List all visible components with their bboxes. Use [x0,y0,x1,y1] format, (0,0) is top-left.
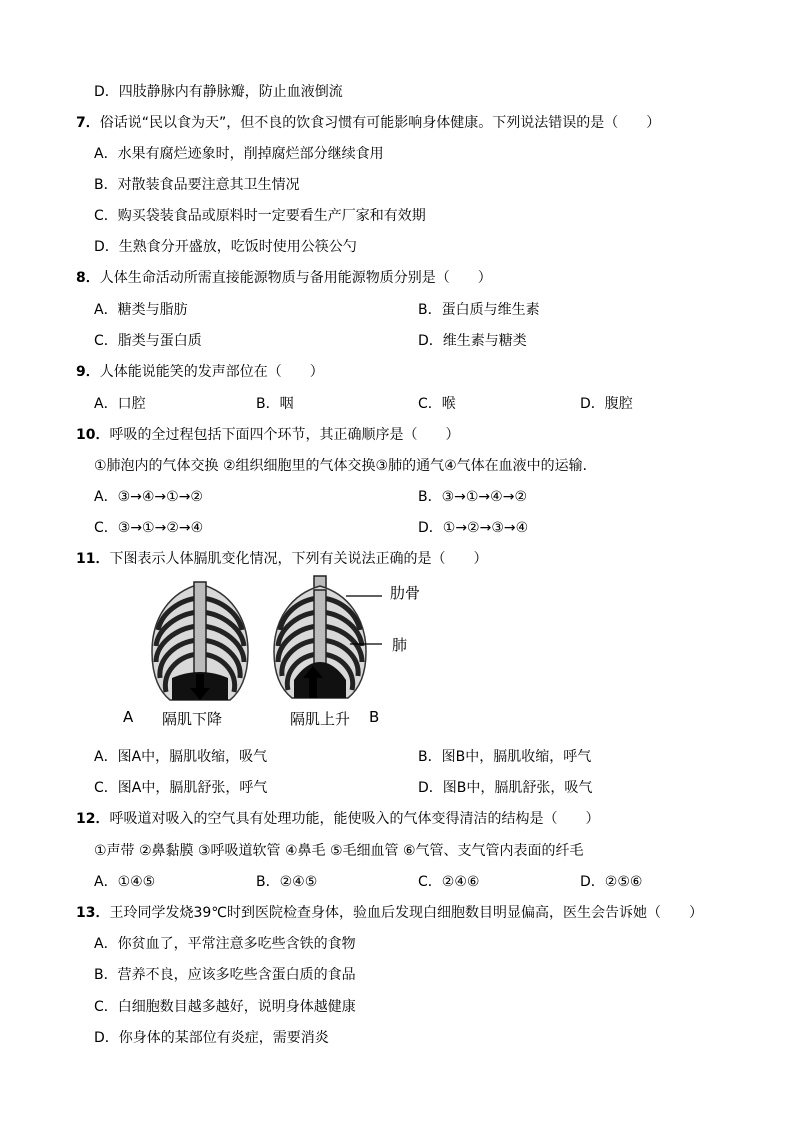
diaphragm-figure [120,574,450,734]
ribcage-b [274,576,366,698]
label-lung: 肺 [392,636,408,654]
q7-number: 7． [76,115,100,131]
q9-option-d: D．腹腔 [580,396,633,412]
label-rib: 肋骨 [390,584,421,602]
q9-stem [76,363,324,381]
q8-text: 人体生命活动所需直接能源物质与备用能源物质分别是（ ） [99,270,492,286]
q10-stem [76,426,459,444]
q10-option-c: C．③→①→②→④ [94,520,204,536]
q8-option-b: B．蛋白质与维生素 [418,302,540,318]
q13-stem [76,904,703,922]
q11-option-d: D．图B中，膈肌舒张，吸气 [418,780,593,796]
q12-option-c: C．②④⑥ [418,874,480,890]
q8-option-a: A．糖类与脂肪 [94,302,188,318]
q7-option-a: A．水果有腐烂迹象时，削掉腐烂部分继续食用 [94,146,384,162]
q13-option-b: B．营养不良，应该多吃些含蛋白质的食品 [94,967,356,983]
label-a: A [123,708,134,726]
q12-text: 呼吸道对吸入的空气具有处理功能，能使吸入的气体变得清洁的结构是（ ） [109,811,600,827]
q12-number: 12． [76,811,110,827]
q9-option-c: C．喉 [418,396,456,412]
caption-a: 隔肌下降 [162,710,223,728]
q7-stem [76,114,660,132]
label-b: B [369,708,380,726]
q8-stem [76,269,492,287]
q11-option-c: C．图A中，膈肌舒张，呼气 [94,780,268,796]
q7-option-b: B．对散装食品要注意其卫生情况 [94,177,300,193]
q10-text: 呼吸的全过程包括下面四个环节，其正确顺序是（ ） [109,427,460,443]
caption-b: 隔肌上升 [290,710,351,728]
q6-option-d: D．四肢静脉内有静脉瓣，防止血液倒流 [94,84,343,100]
q13-text: 王玲同学发烧39℃时到医院检查身体，验血后发现白细胞数目明显偏高，医生会告诉她（ ） [109,905,704,921]
q12-option-d: D．②⑤⑥ [580,874,643,890]
q12-option-a: A．①④⑤ [94,874,156,890]
q7-text: 俗话说“民以食为天”，但不良的饮食习惯有可能影响身体健康。下列说法错误的是（ ） [99,115,661,131]
q9-option-a: A．口腔 [94,396,146,412]
q9-number: 9． [76,364,100,380]
q13-option-c: C．白细胞数目越多越好，说明身体越健康 [94,999,356,1015]
q10-option-d: D．①→②→③→④ [418,520,529,536]
q13-option-d: D．你身体的某部位有炎症，需要消炎 [94,1030,329,1046]
q10-number: 10． [76,427,110,443]
q11-text: 下图表示人体膈肌变化情况，下列有关说法正确的是（ ） [109,551,488,567]
q8-option-d: D．维生素与糖类 [418,333,527,349]
q13-option-a: A．你贫血了，平常注意多吃些含铁的食物 [94,936,356,952]
q12-items: ①声带 ②鼻黏膜 ③呼吸道软管 ④鼻毛 ⑤毛细血管 ⑥气管、支气管内表面的纤毛 [94,843,584,859]
q10-option-a: A．③→④→①→② [94,489,203,505]
q11-option-a: A．图A中，膈肌收缩，吸气 [94,749,268,765]
q9-option-b: B．咽 [256,396,294,412]
q7-option-d: D．生熟食分开盛放，吃饭时使用公筷公勺 [94,239,357,255]
q10-items: ①肺泡内的气体交换 ②组织细胞里的气体交换③肺的通气④气体在血液中的运输． [94,458,597,474]
q8-number: 8． [76,270,100,286]
q12-option-b: B．②④⑤ [256,874,318,890]
q11-stem [76,550,487,568]
q7-option-c: C．购买袋装食品或原料时一定要看生产厂家和有效期 [94,208,426,224]
q12-stem [76,810,599,828]
q13-number: 13． [76,905,110,921]
q11-number: 11． [76,551,110,567]
q10-option-b: B．③→①→④→② [418,489,527,505]
q8-option-c: C．脂类与蛋白质 [94,333,202,349]
q9-text: 人体能说能笑的发声部位在（ ） [99,364,324,380]
q11-option-b: B．图B中，膈肌收缩，呼气 [418,749,592,765]
